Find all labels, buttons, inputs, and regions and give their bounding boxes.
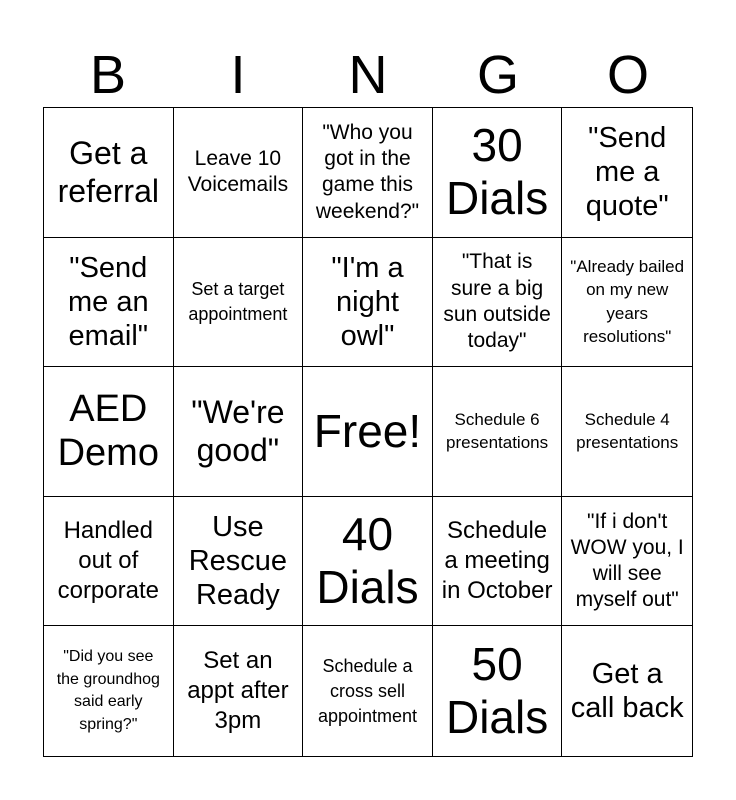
bingo-cell-r4-c2[interactable]: Use Rescue Ready: [174, 497, 304, 627]
bingo-cell-r5-c3[interactable]: Schedule a cross sell appointment: [303, 626, 433, 756]
bingo-cell-r1-c2[interactable]: Leave 10 Voicemails: [174, 108, 304, 238]
bingo-cell-r3-c1[interactable]: AED Demo: [44, 367, 174, 497]
bingo-board: [43, 107, 693, 757]
bingo-cell-r4-c1[interactable]: Handled out of corporate: [44, 497, 174, 627]
bingo-cell-r5-c2[interactable]: Set an appt after 3pm: [174, 626, 304, 756]
bingo-cell-r1-c1[interactable]: Get a referral: [44, 108, 174, 238]
header-letter-b: B: [89, 45, 127, 105]
bingo-cell-r2-c2[interactable]: Set a target appointment: [174, 238, 304, 368]
bingo-cell-r4-c5[interactable]: "If i don't WOW you, I will see myself out": [562, 497, 692, 627]
bingo-cell-r1-c3[interactable]: "Who you got in the game this weekend?": [303, 108, 433, 238]
header-letter-n: N: [348, 45, 388, 105]
bingo-header: [43, 42, 693, 108]
bingo-cell-r1-c4[interactable]: 30 Dials: [433, 108, 563, 238]
bingo-cell-r3-c3-free-space[interactable]: Free!: [303, 367, 433, 497]
bingo-cell-r5-c1[interactable]: "Did you see the groundhog said early spring?": [44, 626, 174, 756]
bingo-cell-r2-c5[interactable]: "Already bailed on my new years resolutions": [562, 238, 692, 368]
bingo-cell-r2-c1[interactable]: "Send me an email": [44, 238, 174, 368]
bingo-cell-r2-c4[interactable]: "That is sure a big sun outside today": [433, 238, 563, 368]
bingo-cell-r5-c4[interactable]: 50 Dials: [433, 626, 563, 756]
bingo-cell-r3-c5[interactable]: Schedule 4 presentations: [562, 367, 692, 497]
bingo-cell-r3-c4[interactable]: Schedule 6 presentations: [433, 367, 563, 497]
header-letter-i: I: [230, 45, 246, 105]
bingo-cell-r5-c5[interactable]: Get a call back: [570, 657, 684, 725]
bingo-cell-r4-c4[interactable]: Schedule a meeting in October: [433, 497, 563, 627]
bingo-cell-r2-c3[interactable]: "I'm a night owl": [303, 238, 433, 368]
header-letter-g: G: [476, 45, 519, 105]
bingo-cell-r1-c5[interactable]: "Send me a quote": [562, 108, 692, 238]
bingo-cell-r4-c3[interactable]: 40 Dials: [303, 497, 433, 627]
bingo-cell-r3-c2[interactable]: "We're good": [174, 367, 304, 497]
header-letter-o: O: [606, 45, 649, 105]
